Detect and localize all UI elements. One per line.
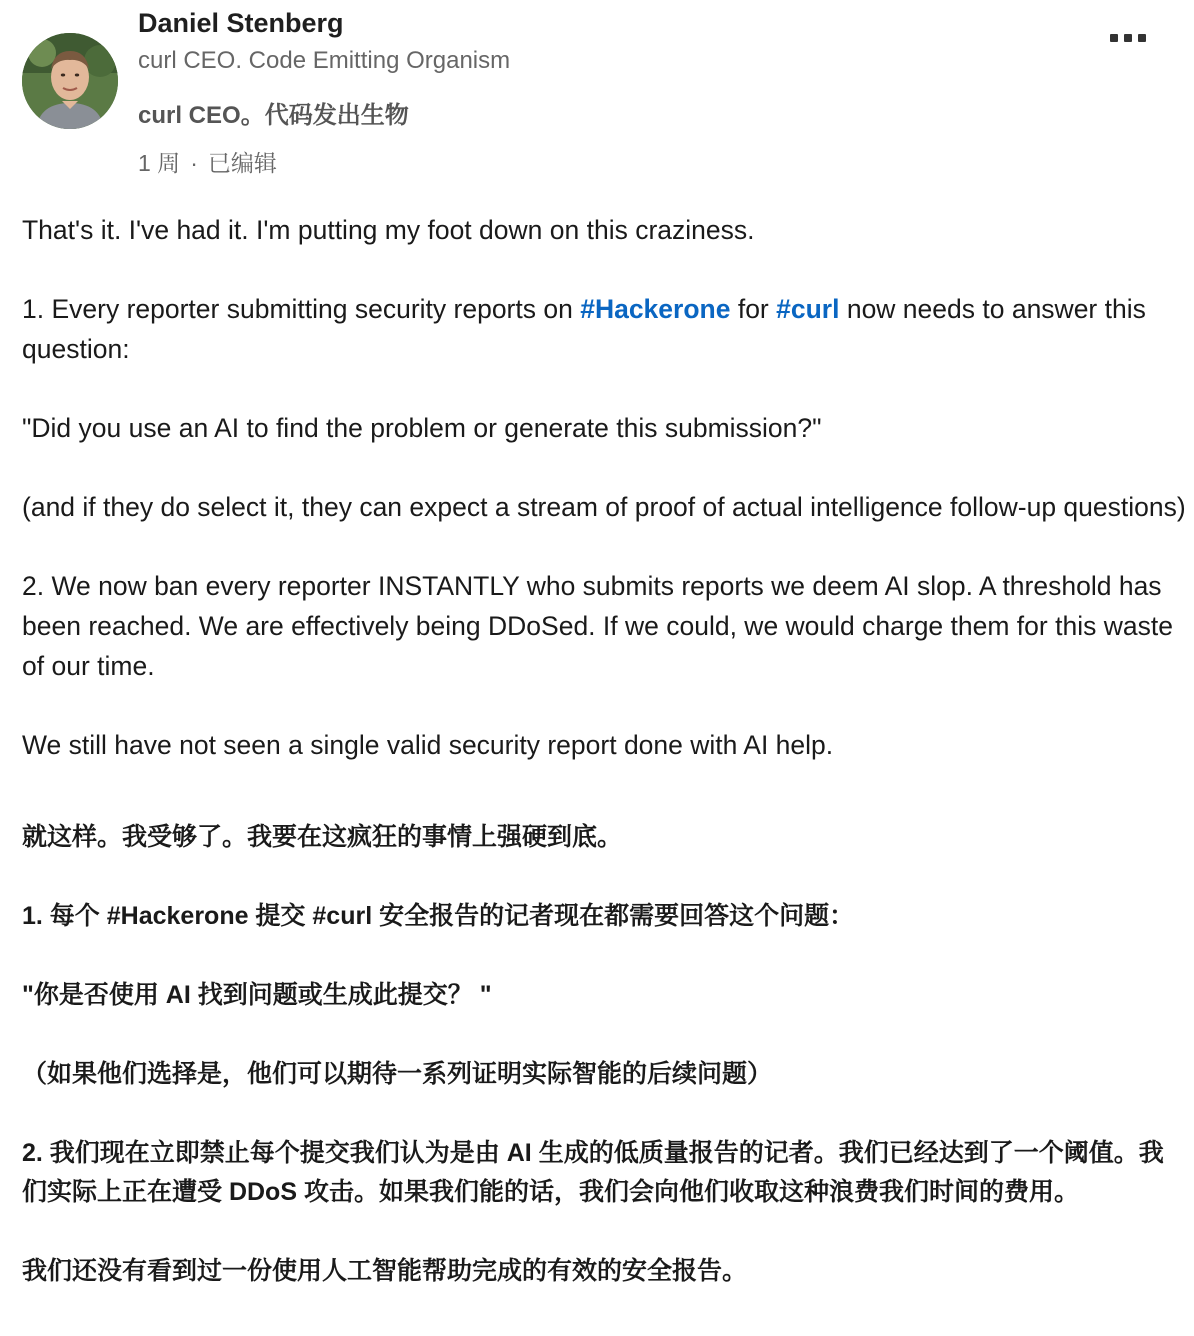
more-options-button[interactable] bbox=[1098, 20, 1158, 56]
translation-paragraph-6: 我们还没有看到过一份使用人工智能帮助完成的有效的安全报告。 bbox=[22, 1257, 748, 1285]
translation-paragraph-5: 2. 我们现在立即禁止每个提交我们认为是由 AI 生成的低质量报告的记者。我们已经达到了一个阈值。我们实际上正在遭受 DDoS 攻击。如果我们能的话，我们会向他们收取这种浪费我们时间的费用。 bbox=[22, 1139, 1164, 1206]
translation-paragraph-3: "你是否使用 AI 找到问题或生成此提交？ " bbox=[22, 981, 492, 1009]
post-paragraph-2-start: 1. Every reporter submitting security reports on bbox=[22, 294, 581, 324]
translation-paragraph-4: （如果他们选择是，他们可以期待一系列证明实际智能的后续问题） bbox=[22, 1060, 773, 1088]
post-meta bbox=[138, 145, 277, 178]
more-options-icon bbox=[1110, 34, 1146, 42]
post-paragraph-3: "Did you use an AI to find the problem or generate this submission?" bbox=[22, 413, 822, 443]
translation-paragraph-1: 就这样。我受够了。我要在这疯狂的事情上强硬到底。 bbox=[22, 823, 623, 851]
author-avatar[interactable] bbox=[22, 33, 118, 129]
hashtag-curl[interactable]: #curl bbox=[776, 294, 840, 324]
post-paragraph-5: 2. We now ban every reporter INSTANTLY who submits reports we deem AI slop. A threshold has been reached. We are effectively being DDoSed. If we could, we would charge them for this waste of our time. bbox=[22, 571, 1173, 681]
post-paragraph-2 bbox=[22, 289, 1187, 369]
post-paragraph-4: (and if they do select it, they can expect a stream of proof of actual intelligence follow-up questions) bbox=[22, 492, 1186, 522]
post-translation bbox=[22, 818, 1187, 1291]
translation-paragraph-2: 1. 每个 #Hackerone 提交 #curl 安全报告的记者现在都需要回答这个问题： bbox=[22, 902, 855, 930]
post-body bbox=[22, 210, 1187, 765]
author-headline-translated: curl CEO。代码发出生物 bbox=[138, 102, 409, 129]
author-name[interactable]: Daniel Stenberg bbox=[138, 8, 344, 38]
author-headline: curl CEO. Code Emitting Organism bbox=[138, 47, 511, 74]
post-paragraph-2-mid: for bbox=[730, 294, 777, 324]
avatar-photo bbox=[22, 33, 118, 129]
hashtag-hackerone[interactable]: #Hackerone bbox=[580, 294, 731, 324]
post-header bbox=[0, 0, 1194, 190]
post-time: 1 周 bbox=[138, 150, 181, 176]
post-paragraph-2-end: now needs to answer this question: bbox=[22, 294, 1146, 364]
meta-separator: · bbox=[190, 150, 198, 176]
post-paragraph-6: We still have not seen a single valid security report done with AI help. bbox=[22, 730, 834, 760]
post-paragraph-1: That's it. I've had it. I'm putting my foot down on this craziness. bbox=[22, 215, 755, 245]
edited-label: 已编辑 bbox=[207, 150, 277, 176]
